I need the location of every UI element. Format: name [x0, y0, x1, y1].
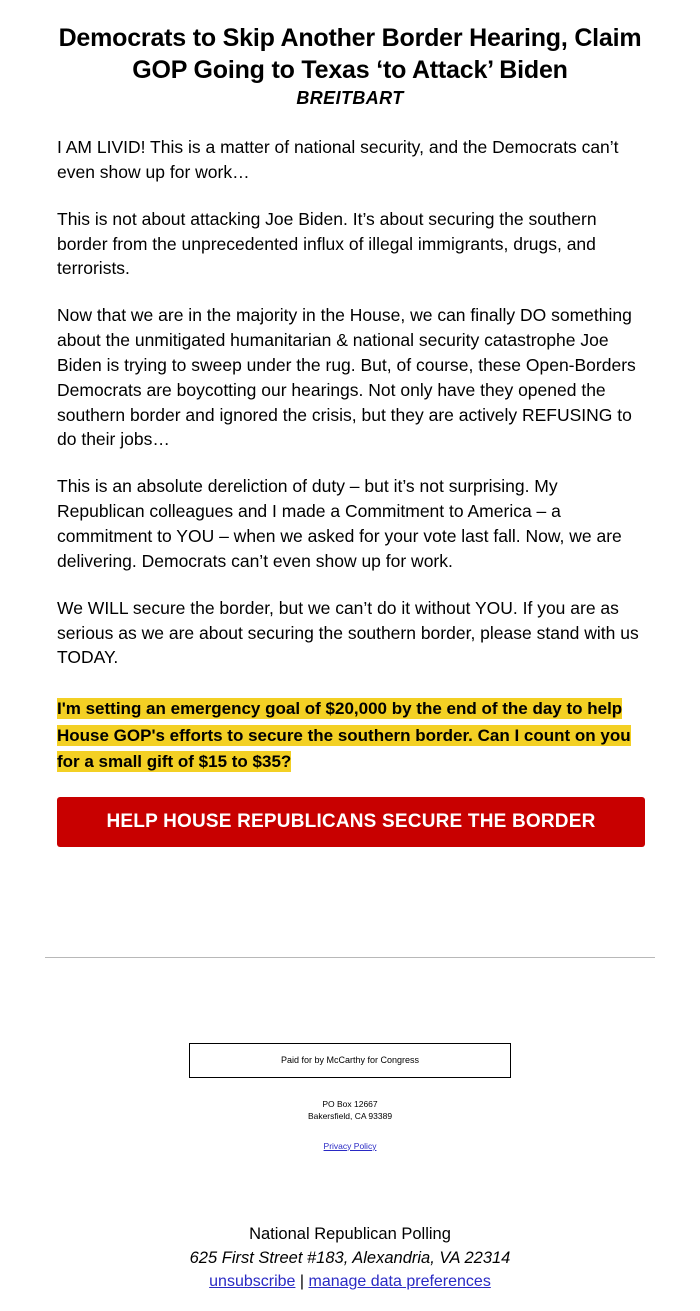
- email-header: [0, 0, 700, 109]
- committee-address-line-2: Bakersfield, CA 93389: [307, 1111, 393, 1122]
- cta-container: [0, 797, 700, 847]
- manage-preferences-link[interactable]: manage data preferences: [308, 1272, 491, 1290]
- body-paragraph-4: This is an absolute dereliction of duty – but it’s not surprising. My Republican colleagues and I made a Commitment to America – a commitment to YOU – when we asked for your vote last fall. Now, we are delivering. Democrats can’t even show up for work.: [57, 476, 622, 571]
- organization-address: 625 First Street #183, Alexandria, VA 22314: [189, 1248, 511, 1267]
- headline: Democrats to Skip Another Border Hearing, Claim GOP Going to Texas ‘to Attack’ Biden: [58, 24, 642, 84]
- fundraising-ask: [0, 696, 700, 775]
- organization-name: National Republican Polling: [249, 1224, 451, 1243]
- source-attribution: BREITBART: [296, 88, 404, 108]
- donate-cta-button[interactable]: HELP HOUSE REPUBLICANS SECURE THE BORDER: [57, 797, 645, 847]
- disclaimer-section: [0, 1043, 700, 1150]
- ask-highlight-text: I'm setting an emergency goal of $20,000 by the end of the day to help House GOP's efforts to secure the southern border. Can I count on you for a small gift of $15 to $35?: [57, 699, 631, 771]
- body-paragraph-5: We WILL secure the border, but we can’t do it without YOU. If you are as serious as we are about securing the southern border, please stand with us TODAY.: [57, 597, 639, 668]
- unsubscribe-link[interactable]: unsubscribe: [209, 1272, 296, 1290]
- body-paragraph-1: I AM LIVID! This is a matter of national security, and the Democrats can’t even show up for work…: [57, 137, 619, 182]
- bottom-spacer: [0, 1291, 700, 1311]
- committee-address: [0, 1098, 700, 1123]
- committee-address-line-1: PO Box 12667: [322, 1099, 378, 1110]
- ask-paragraph: [57, 696, 645, 775]
- privacy-policy-link[interactable]: Privacy Policy: [323, 1140, 377, 1151]
- body-paragraph-3: Now that we are in the majority in the House, we can finally DO something about the unmitigated humanitarian & national security catastrophe Joe Biden is trying to sweep under the rug. But, of course, these Open-Borders Democrats are boycotting our hearings. Not only have they opened the southern border and ignored the crisis, but they are actively REFUSING to do their jobs…: [57, 305, 636, 450]
- footer-link-separator: |: [295, 1272, 309, 1290]
- paid-for-by-box: Paid for by McCarthy for Congress: [189, 1043, 511, 1078]
- section-divider: [45, 957, 655, 958]
- body-paragraph-2: This is not about attacking Joe Biden. It’s about securing the southern border from the unprecedented influx of illegal immigrants, drugs, and terrorists.: [57, 208, 597, 279]
- organization-footer: [0, 1223, 700, 1291]
- privacy-policy-container: [0, 1141, 700, 1151]
- body-copy: [0, 135, 700, 670]
